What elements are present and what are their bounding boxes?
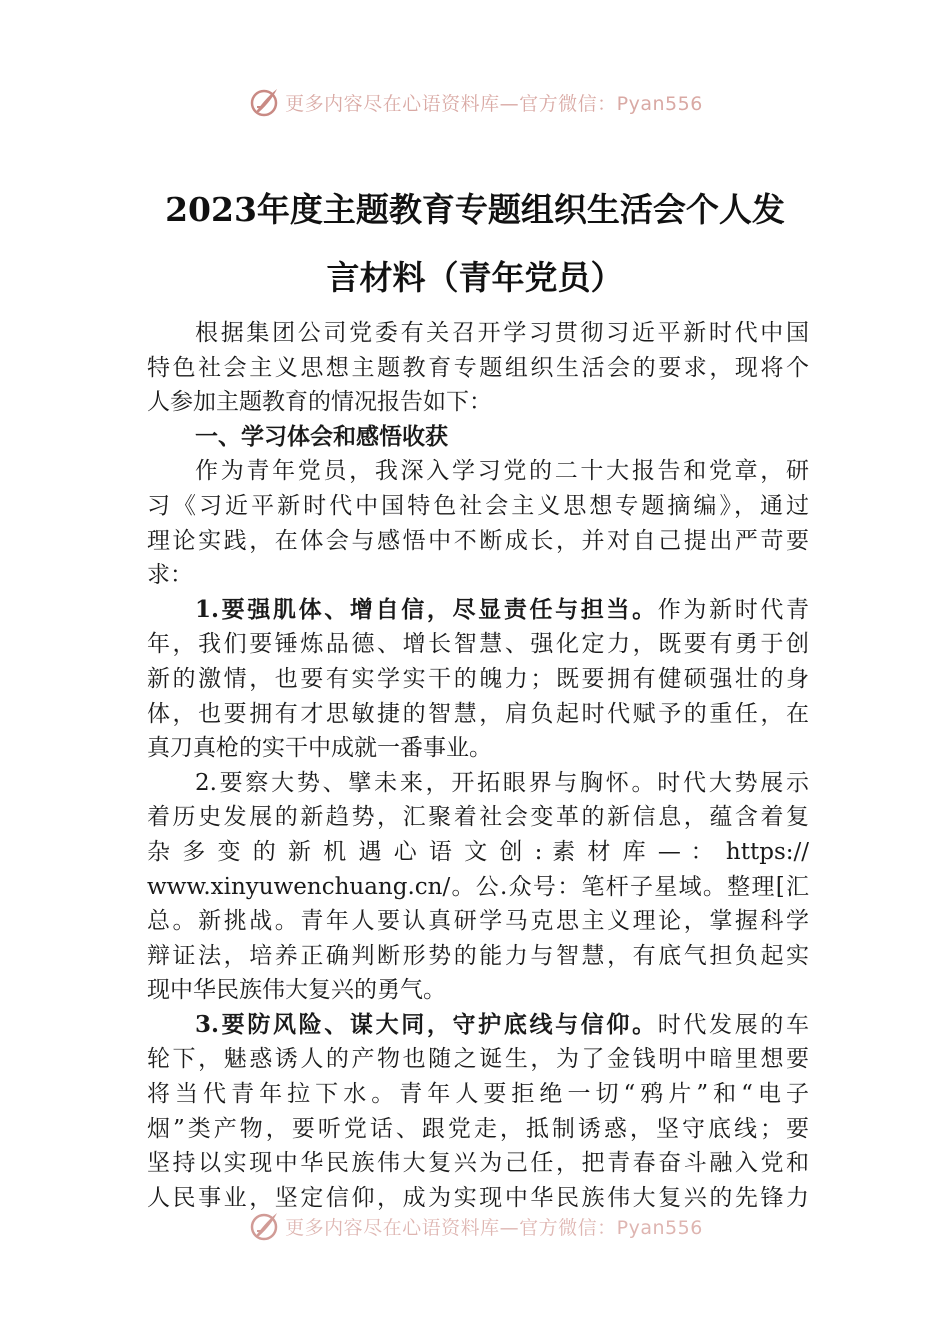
paragraph-line [147, 800, 809, 835]
line-text: 人参加主题教育的情况报告如下： [147, 389, 492, 416]
paragraph-line [147, 939, 809, 974]
bold-lead-text: 1.要强肌体、增自信，尽显责任与担当。 [195, 595, 658, 623]
paragraph-line [147, 1112, 809, 1147]
line-text: 着历史发展的新趋势，汇聚着社会变革的新信息，蕴含着复 [147, 804, 809, 831]
line-text: 总。新挑战。青年人要认真研学马克思主义理论，掌握科学 [147, 908, 809, 935]
line-text: 理论实践，在体会与感悟中不断成长，并对自己提出严苛要 [147, 527, 809, 554]
document-title-line-2: 言材料（青年党员） [326, 258, 624, 297]
paragraph-line [147, 316, 809, 351]
line-text: 坚持以实现中华民族伟大复兴为己任，把青春奋斗融入党和 [147, 1150, 809, 1177]
line-text: 一、学习体会和感悟收获 [195, 423, 448, 450]
paragraph-line [147, 697, 809, 732]
paragraph-line [147, 766, 809, 801]
paragraph-line [147, 835, 809, 870]
header-watermark [0, 80, 950, 124]
section-heading [147, 420, 809, 455]
paragraph-line [147, 1042, 809, 1077]
paragraph-line [147, 351, 809, 386]
line-text: 根据集团公司党委有关召开学习贯彻习近平新时代中国 [195, 320, 809, 346]
line-text: 2.要察大势、擘未来，开拓眼界与胸怀。时代大势展示 [195, 769, 809, 796]
paragraph-line [147, 973, 809, 1008]
paragraph-line [147, 662, 809, 697]
line-text: 人民事业，坚定信仰，成为实现中华民族伟大复兴的先锋力 [147, 1184, 809, 1211]
paragraph-line [147, 1008, 809, 1043]
watermark-text: 更多内容尽在心语资料库—官方微信：Pyan556 [285, 1216, 703, 1239]
paragraph-line [147, 385, 809, 420]
watermark-text: 更多内容尽在心语资料库—官方微信：Pyan556 [285, 92, 703, 115]
line-text: 将当代青年拉下水。青年人要拒绝一切“鸦片”和“电子 [147, 1081, 809, 1108]
footer-watermark [0, 1204, 950, 1248]
line-text: 年，我们要锤炼品德、增长智慧、强化定力，既要有勇于创 [147, 631, 809, 658]
line-text: www.xinyuwenchuang.cn/。公.众号：笔杆子星域。整理[汇 [147, 873, 809, 900]
line-text: 烟”类产物，要听党话、跟党走，抵制诱惑，坚守底线；要 [147, 1115, 809, 1142]
line-text: 习《习近平新时代中国特色社会主义思想专题摘编》，通过 [147, 492, 809, 519]
paragraph-line [147, 627, 809, 662]
paragraph-line [147, 558, 809, 593]
paragraph-line [147, 1077, 809, 1112]
line-text: 杂 多 变 的 新 机 遇 心 语 文 创 : 素 材 库 — ： https:// [147, 838, 809, 865]
line-text: 体，也要拥有才思敏捷的智慧，肩负起时代赋予的重任，在 [147, 700, 809, 727]
quill-logo-icon [247, 85, 281, 119]
line-text: 辩证法，培养正确判断形势的能力与智慧，有底气担负起实 [147, 942, 809, 969]
line-text: 轮下，魅惑诱人的产物也随之诞生，为了金钱明中暗里想要 [147, 1046, 809, 1073]
paragraph-line [147, 731, 809, 766]
quill-logo-icon [247, 1209, 281, 1243]
paragraph-line [147, 593, 809, 628]
line-text: 特色社会主义思想主题教育专题组织生活会的要求，现将个 [147, 354, 809, 381]
line-text: 现中华民族伟大复兴的勇气。 [147, 977, 446, 1004]
line-text: 作为新时代青 [657, 596, 810, 623]
bold-lead-text: 3.要防风险、谋大同，守护底线与信仰。 [195, 1010, 658, 1038]
line-text: 求： [147, 562, 193, 589]
paragraph-line [147, 524, 809, 559]
line-text: 真刀真枪的实干中成就一番事业。 [147, 735, 492, 762]
document-body [147, 316, 809, 1215]
document-title-line-1: 2023年度主题教育专题组织生活会个人发 [165, 190, 785, 229]
paragraph-line [147, 489, 809, 524]
paragraph-line [147, 1146, 809, 1181]
line-text: 新的激情，也要有实学实干的魄力；既要拥有健硕强壮的身 [147, 665, 809, 692]
paragraph-line [147, 870, 809, 905]
line-text: 时代发展的车 [657, 1011, 810, 1038]
paragraph-line [147, 454, 809, 489]
paragraph-line [147, 904, 809, 939]
line-text: 作为青年党员，我深入学习党的二十大报告和党章，研 [195, 458, 809, 485]
